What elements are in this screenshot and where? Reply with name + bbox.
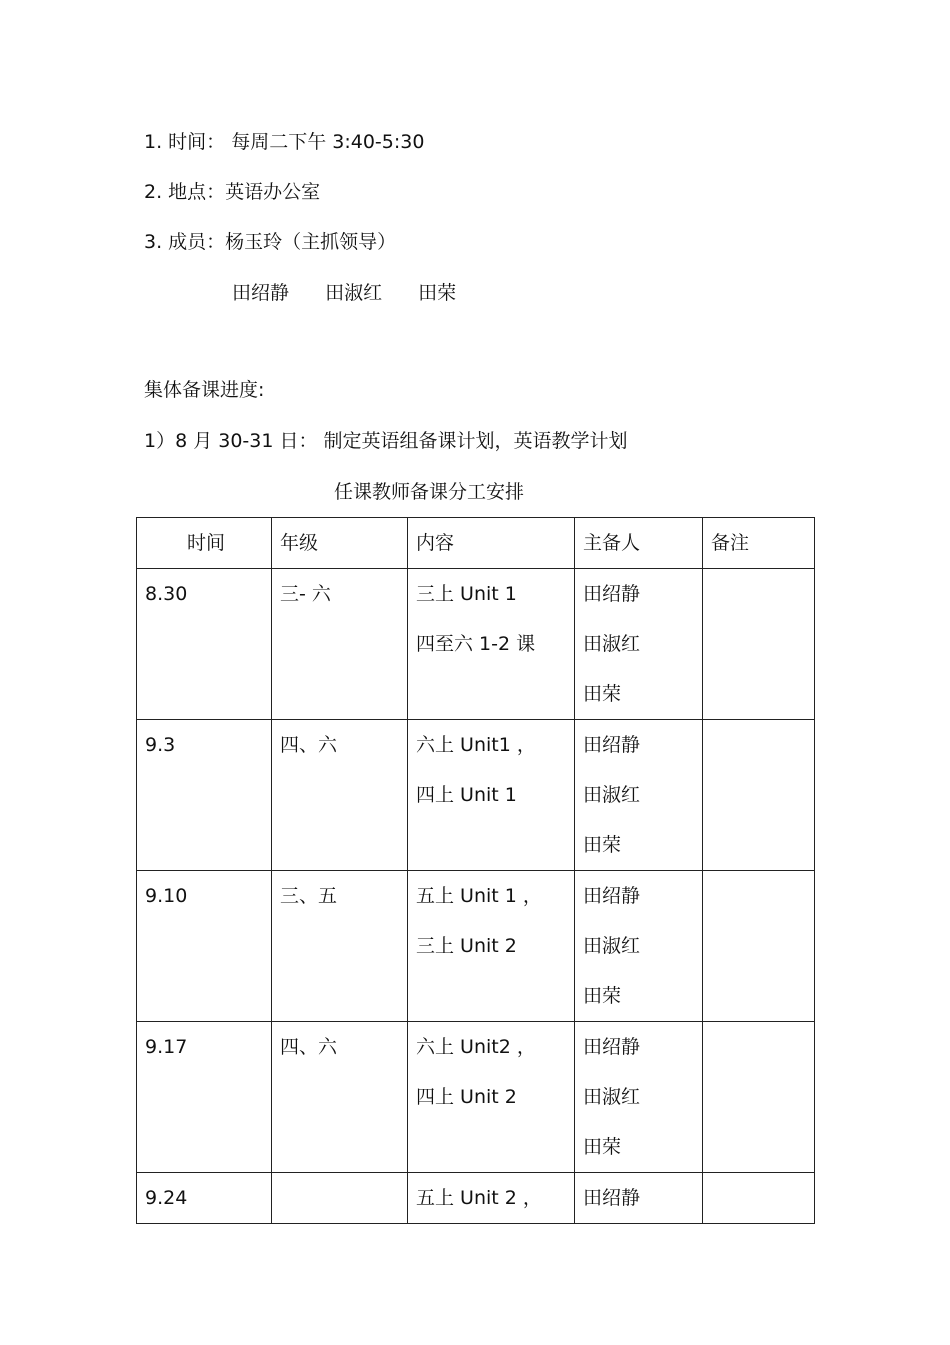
cell-grade	[272, 1173, 408, 1224]
table-row	[137, 871, 815, 1022]
cell-grade: 三- 六	[272, 569, 408, 720]
cell-note	[703, 1173, 815, 1224]
cell-content: 六上 Unit1 ， 四上 Unit 1	[408, 720, 575, 871]
cell-lead: 田绍静 田淑红 田荣	[575, 569, 703, 720]
progress-heading: 集体备课进度:	[144, 379, 265, 401]
cell-time: 8.30	[137, 569, 272, 720]
cell-lead: 田绍静 田淑红 田荣	[575, 720, 703, 871]
cell-content: 三上 Unit 1 四至六 1-2 课	[408, 569, 575, 720]
header-note: 备注	[703, 518, 815, 569]
header-time: 时间	[137, 518, 272, 569]
cell-time: 9.24	[137, 1173, 272, 1224]
cell-note	[703, 720, 815, 871]
cell-lead: 田绍静	[575, 1173, 703, 1224]
cell-lead: 田绍静 田淑红 田荣	[575, 1022, 703, 1173]
cell-content: 五上 Unit 1 ， 三上 Unit 2	[408, 871, 575, 1022]
cell-time: 9.10	[137, 871, 272, 1022]
table-row	[137, 1022, 815, 1173]
table-caption: 任课教师备课分工安排	[334, 481, 525, 503]
cell-grade: 四、六	[272, 1022, 408, 1173]
members-list	[232, 278, 486, 308]
table-row	[137, 569, 815, 720]
cell-content: 六上 Unit2 ， 四上 Unit 2	[408, 1022, 575, 1173]
meeting-members: 3. 成员：杨玉玲（主抓领导）	[144, 231, 397, 253]
table-row	[137, 1173, 815, 1224]
cell-note	[703, 1022, 815, 1173]
cell-note	[703, 871, 815, 1022]
cell-note	[703, 569, 815, 720]
cell-lead: 田绍静 田淑红 田荣	[575, 871, 703, 1022]
progress-item: 1）8 月 30-31 日： 制定英语组备课计划，英语教学计划	[144, 430, 628, 452]
cell-grade: 三、五	[272, 871, 408, 1022]
cell-time: 9.3	[137, 720, 272, 871]
cell-content: 五上 Unit 2 ，	[408, 1173, 575, 1224]
header-grade: 年级	[272, 518, 408, 569]
member-name: 田绍静	[232, 282, 290, 304]
header-lead: 主备人	[575, 518, 703, 569]
table-row	[137, 720, 815, 871]
member-name: 田荣	[418, 282, 457, 304]
cell-time: 9.17	[137, 1022, 272, 1173]
header-content: 内容	[408, 518, 575, 569]
meeting-time: 1. 时间： 每周二下午 3:40-5:30	[144, 131, 425, 153]
member-name: 田淑红	[325, 282, 383, 304]
meeting-place: 2. 地点：英语办公室	[144, 181, 321, 203]
table-header-row	[137, 518, 815, 569]
cell-grade: 四、六	[272, 720, 408, 871]
schedule-table	[136, 517, 815, 1224]
